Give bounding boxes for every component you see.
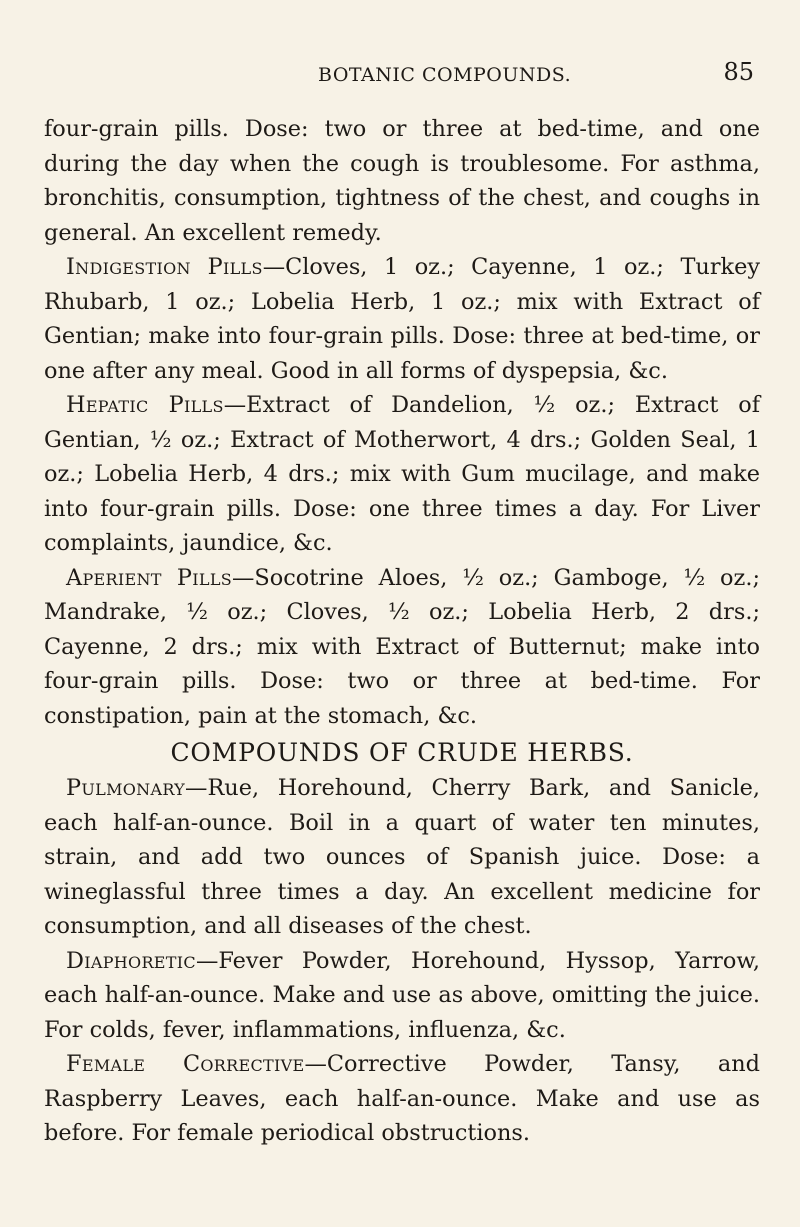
recipe-text: —Cloves, 1 oz.; Cayenne, 1 oz.; Turkey Rhubarb, 1 oz.; Lobelia Herb, 1 oz.; mix with Extract of Gentian; make into four-grain pills. Dose: three at bed-time, or one after any meal. Good in all forms of dyspepsia, &c. xyxy=(44,254,761,384)
recipe-title: Diaphoretic xyxy=(66,947,196,974)
recipe-text: —Fever Powder, Horehound, Hyssop, Yarrow, each half-an-ounce. Make and use as above, omitting the juice. For colds, fever, inflammations, influenza, &c. xyxy=(44,947,760,1043)
page-header xyxy=(0,58,800,92)
recipe-diaphoretic xyxy=(44,944,760,1048)
page-number: 85 xyxy=(723,58,754,86)
running-head: BOTANIC COMPOUNDS. xyxy=(318,64,572,86)
paragraph-continued xyxy=(44,112,760,250)
recipe-indigestion-pills xyxy=(44,250,760,388)
recipe-text: —Extract of Dandelion, ½ oz.; Extract of Gentian, ½ oz.; Extract of Motherwort, 4 drs.; Golden Seal, 1 oz.; Lobelia Herb, 4 drs.; mix with Gum mucilage, and make into four-grain pills. Dose: one three times a day. For Liver complaints, jaundice, &c. xyxy=(44,392,760,556)
recipe-title: Indigestion Pills xyxy=(66,254,263,280)
recipe-title: Female Corrective xyxy=(66,1051,305,1077)
recipe-text: —Socotrine Aloes, ½ oz.; Gamboge, ½ oz.; Mandrake, ½ oz.; Cloves, ½ oz.; Lobelia Herb, 2 drs.; Cayenne, 2 drs.; mix with Extract of Butternut; make into four-grain pills. Dose: two or three at bed-time. For constipation, pain at the stomach, &c. xyxy=(44,564,760,729)
recipe-hepatic-pills xyxy=(44,388,760,561)
recipe-title: Aperient Pills xyxy=(66,564,233,591)
recipe-text: —Corrective Powder, Tansy, and Raspberry Leaves, each half-an-ounce. Make and use as before. For female periodical obstructions. xyxy=(44,1051,760,1146)
recipe-title: Pulmonary xyxy=(66,775,186,801)
page-body xyxy=(44,112,760,1151)
paragraph-text: four-grain pills. Dose: two or three at bed-time, and one during the day when the cough is troublesome. For asthma, bronchitis, consumption, tightness of the chest, and coughs in general. An excellent remedy. xyxy=(44,116,760,246)
recipe-title: Hepatic Pills xyxy=(66,392,224,418)
section-heading: COMPOUNDS OF CRUDE HERBS. xyxy=(170,738,634,767)
recipe-text: —Rue, Horehound, Cherry Bark, and Sanicle, each half-an-ounce. Boil in a quart of water ten minutes, strain, and add two ounces of Spanish juice. Dose: a wineglassful three times a day. An excellent medicine for consumption, and all diseases of the chest. xyxy=(44,775,760,939)
recipe-aperient-pills xyxy=(44,561,760,734)
recipe-female-corrective xyxy=(44,1047,760,1151)
recipe-pulmonary xyxy=(44,771,760,944)
